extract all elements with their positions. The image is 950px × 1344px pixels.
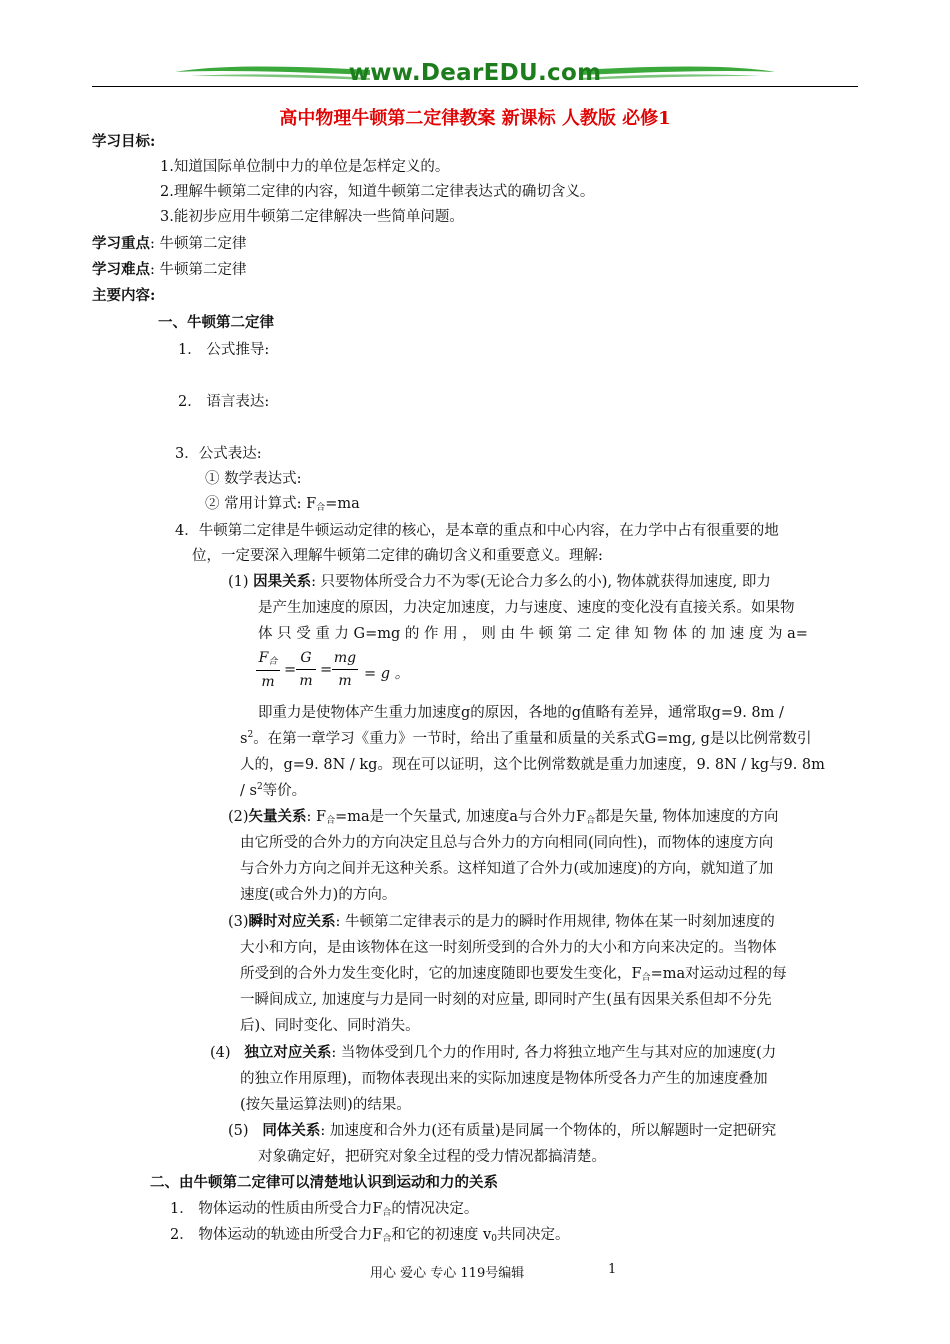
p1-line5-a: s <box>240 731 248 747</box>
p2-line3: 与合外力方向之间并无这种关系。这样知道了合外力(或加速度)的方向，就知道了加 <box>240 861 774 877</box>
formula-fraction-1 <box>256 650 280 690</box>
section2-item-2 <box>170 1223 569 1244</box>
p3-line3-b: =ma对运动过程的每 <box>650 966 787 982</box>
p5-label: 同体关系 <box>262 1122 321 1139</box>
key-point <box>92 232 247 253</box>
p3-num: (3) <box>228 914 249 930</box>
section1-sub-1: ① 数学表达式: <box>205 471 302 487</box>
p1-line5 <box>240 727 811 748</box>
header-logo <box>170 58 780 88</box>
p1-line2: 是产生加速度的原因，力决定加速度，力与速度、速度的变化没有直接关系。如果物 <box>258 600 795 616</box>
section2-heading: 二、由牛顿第二定律可以清楚地认识到运动和力的关系 <box>150 1174 498 1191</box>
f3-den: m <box>338 673 352 689</box>
footer-text: 用心 爱心 专心 119号编辑 <box>370 1266 525 1281</box>
p2-line1-a: : F <box>306 809 327 825</box>
p4-line1-text: : 当物体受到几个力的作用时, 各力将独立地产生与其对应的加速度(力 <box>331 1045 777 1061</box>
p1-line5-b: 。在第一章学习《重力》一节时，给出了重量和质量的关系式G=mg, g是以比例常数引 <box>253 731 812 747</box>
p4-line3: (按矢量运算法则)的结果。 <box>240 1097 411 1113</box>
p1-line7 <box>240 779 306 800</box>
f1-num: F <box>258 650 269 666</box>
p1-line4: 即重力是使物体产生重力加速度g的原因，各地的g值略有差异，通常取g=9. 8m / <box>258 705 784 721</box>
p4-line2: 的独立作用原理)，而物体表现出来的实际加速度是物体所受各力产生的加速度叠加 <box>240 1071 768 1087</box>
page-title: 高中物理牛顿第二定律教案 新课标 人教版 必修1 <box>279 108 671 129</box>
key-point-text: : 牛顿第二定律 <box>150 236 247 252</box>
sub2-subscript: 合 <box>316 503 326 513</box>
p3-line1 <box>228 910 775 931</box>
p2-line1-c: 都是矢量, 物体加速度的方向 <box>595 809 779 825</box>
page-number: 1 <box>608 1262 617 1277</box>
formula-fraction-2 <box>296 650 316 689</box>
f2-num: G <box>300 650 312 666</box>
p3-line2: 大小和方向，是由该物体在这一时刻所受到的合外力的大小和方向来决定的。当物体 <box>240 940 777 956</box>
p1-line7-a: / s <box>240 783 257 799</box>
section1-item-4-line1: 4．牛顿第二定律是牛顿运动定律的核心，是本章的重点和中心内容，在力学中占有很重要的地 <box>175 523 779 539</box>
difficulty-point <box>92 258 247 279</box>
goal-item-1: 1.知道国际单位制中力的单位是怎样定义的。 <box>160 159 450 175</box>
difficulty-label: 学习难点 <box>92 261 150 278</box>
f3-num: mg <box>333 650 357 666</box>
f1-den: m <box>261 674 275 690</box>
p1-line3: 体 只 受 重 力 G=mg 的 作 用 ， 则 由 牛 顿 第 二 定 律 知 物 体 的 加 速 度 为 a= <box>258 626 808 642</box>
p1-line1 <box>228 570 771 591</box>
p5-line1 <box>228 1119 776 1140</box>
f2-den: m <box>299 673 313 689</box>
section1-heading: 一、牛顿第二定律 <box>158 314 274 331</box>
p2-line1-sub: 合 <box>326 816 336 826</box>
p2-num: (2) <box>228 809 249 825</box>
s2-item2-a: 2． 物体运动的轨迹由所受合力F <box>170 1227 383 1243</box>
main-content-heading: 主要内容: <box>92 287 156 304</box>
section1-item-3: 3．公式表达: <box>175 446 262 462</box>
p1-line7-sup: 2 <box>256 782 263 792</box>
s2-item1-sub: 合 <box>382 1208 392 1218</box>
goals-heading: 学习目标: <box>92 133 156 150</box>
p4-label: 独立对应关系 <box>244 1044 332 1061</box>
formula-result: = g 。 <box>364 666 410 682</box>
sub2-suffix: =ma <box>325 496 360 512</box>
p1-label: 因果关系 <box>253 573 312 590</box>
p1-line7-b: 等价。 <box>262 783 307 799</box>
section1-item-2: 2． 语言表达: <box>178 394 270 410</box>
p1-line5-sup: 2 <box>247 730 254 740</box>
goal-item-3: 3.能初步应用牛顿第二定律解决一些简单问题。 <box>160 209 464 225</box>
logo-text: www.DearEDU.com <box>348 60 602 86</box>
formula-eq-2: = <box>320 662 333 678</box>
formula-eq-1: = <box>284 662 297 678</box>
section1-item-1: 1． 公式推导: <box>178 342 270 358</box>
difficulty-text: : 牛顿第二定律 <box>150 262 247 278</box>
p3-line1-text: : 牛顿第二定律表示的是力的瞬时作用规律, 物体在某一时刻加速度的 <box>335 914 775 930</box>
p3-line3-a: 所受到的合外力发生变化时，它的加速度随即也要发生变化，F <box>240 966 642 982</box>
s2-item2-sub: 合 <box>382 1234 392 1244</box>
s2-item2-b: 和它的初速度 v <box>391 1227 492 1243</box>
section1-sub-2 <box>205 492 360 513</box>
key-point-label: 学习重点 <box>92 235 150 252</box>
s2-item2-c: 共同决定。 <box>496 1227 570 1243</box>
p3-label: 瞬时对应关系 <box>248 913 336 930</box>
sub2-prefix: ② 常用计算式: F <box>205 496 317 512</box>
p4-line1 <box>210 1041 776 1062</box>
section1-item-4-line2: 位，一定要深入理解牛顿第二定律的确切含义和重要意义。理解: <box>192 548 603 564</box>
s2-item1-b: 的情况决定。 <box>391 1201 479 1217</box>
p1-line1-text: : 只要物体所受合力不为零(无论合力多么的小), 物体就获得加速度, 即力 <box>311 574 771 590</box>
s2-item1-a: 1． 物体运动的性质由所受合力F <box>170 1201 383 1217</box>
f1-sub: 合 <box>268 657 278 667</box>
p3-line5: 后)、同时变化、同时消失。 <box>240 1018 420 1034</box>
formula-fraction-3 <box>332 650 358 689</box>
p2-line1-sub2: 合 <box>586 816 596 826</box>
p3-line3-sub: 合 <box>641 973 651 983</box>
p5-num: (5) <box>228 1123 249 1139</box>
p3-line4: 一瞬间成立, 加速度与力是同一时刻的对应量, 即同时产生(虽有因果关系但却不分先 <box>240 992 772 1008</box>
s2-item2-sub2: 0 <box>491 1234 497 1244</box>
p4-num: (4) <box>210 1045 231 1061</box>
section2-item-1 <box>170 1197 478 1218</box>
p2-label: 矢量关系 <box>248 808 307 825</box>
p2-line1-b: =ma是一个矢量式, 加速度a与合外力F <box>335 809 587 825</box>
p2-line2: 由它所受的合外力的方向决定且总与合外力的方向相同(同向性)，而物体的速度方向 <box>240 835 774 851</box>
p2-line4: 速度(或合外力)的方向。 <box>240 887 397 903</box>
p3-line3 <box>240 962 787 983</box>
p1-num: (1) <box>228 574 249 590</box>
p1-line6: 人的，g=9. 8N / kg。现在可以证明，这个比例常数就是重力加速度，9. 8N / kg与9. 8m <box>240 757 825 773</box>
p5-line2: 对象确定好，把研究对象全过程的受力情况都搞清楚。 <box>258 1149 606 1165</box>
p5-line1-text: : 加速度和合外力(还有质量)是同属一个物体的，所以解题时一定把研究 <box>320 1123 777 1139</box>
goal-item-2: 2.理解牛顿第二定律的内容，知道牛顿第二定律表达式的确切含义。 <box>160 184 595 200</box>
header-rule <box>92 86 858 87</box>
p2-line1 <box>228 805 778 826</box>
